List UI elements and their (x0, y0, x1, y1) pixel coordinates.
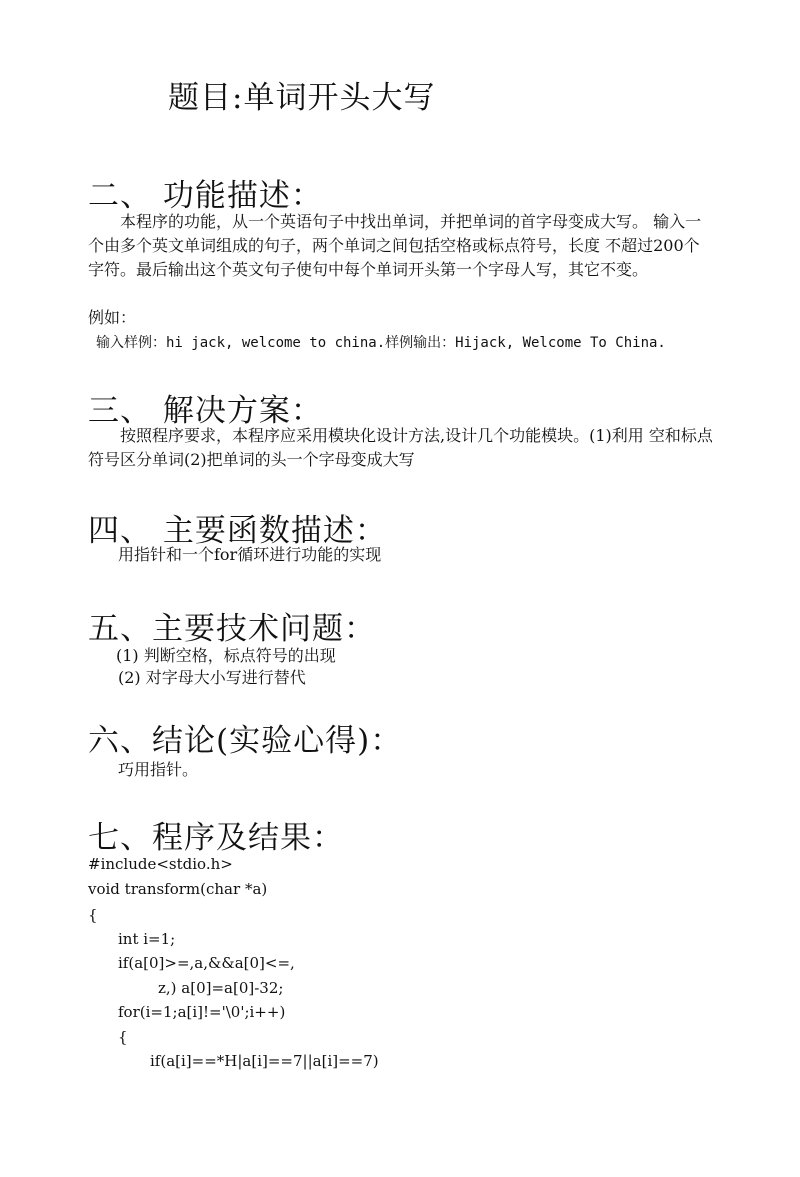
section-heading-function-description: 二、 功能描述： (88, 178, 323, 214)
example-label: 例如： (88, 308, 137, 327)
section-heading-conclusion: 六、结论(实验心得)： (88, 723, 403, 759)
code-line: for(i=1;a[i]!='\0';i++) (118, 1003, 286, 1021)
list-item: (2) 对字母大小写进行替代 (118, 668, 306, 687)
document-title: 题目:单词开头大写 (168, 80, 436, 116)
section-paragraph-function-description: 本程序的功能，从一个英语句子中找出单词，并把单词的首字母变成大写。 输入一个由多个英文单词组成的句子，两个单词之间包括空格或标点符号，长度 不超过200个字符。最后输出这个英文句子使句中每个单词开头第一个字母人写，其它不变。 (88, 212, 702, 279)
code-line: { (118, 1028, 128, 1046)
section-paragraph-solution: 按照程序要求，本程序应采用模块化设计方法,设计几个功能模块。(1)利用 空和标点符号区分单词(2)把单词的头一个字母变成大写 (88, 426, 713, 469)
code-line: if(a[0]>=,a,&&a[0]<=, (118, 954, 295, 972)
code-line: { (88, 906, 98, 924)
code-line: int i=1; (118, 930, 176, 948)
example-line: 输入样例：hi jack, welcome to china.样例输出：Hijack, Welcome To China. (96, 335, 666, 351)
section-heading-technical-issues: 五、主要技术问题： (88, 611, 376, 647)
code-line: void transform(char *a) (88, 880, 268, 898)
code-line: z,) a[0]=a[0]-32; (158, 979, 284, 997)
section-heading-solution: 三、 解决方案： (88, 393, 323, 429)
code-line: if(a[i]==*H|a[i]==7||a[i]==7) (150, 1052, 379, 1070)
section-heading-main-functions: 四、 主要函数描述： (88, 513, 387, 549)
section-heading-program-and-results: 七、程序及结果： (88, 820, 344, 856)
code-line: #include<stdio.h> (88, 855, 233, 873)
section-paragraph-conclusion: 巧用指针。 (118, 760, 199, 779)
section-paragraph-main-functions: 用指针和一个for循环进行功能的实现 (118, 545, 382, 564)
list-item: (1) 判断空格，标点符号的出现 (116, 646, 336, 665)
